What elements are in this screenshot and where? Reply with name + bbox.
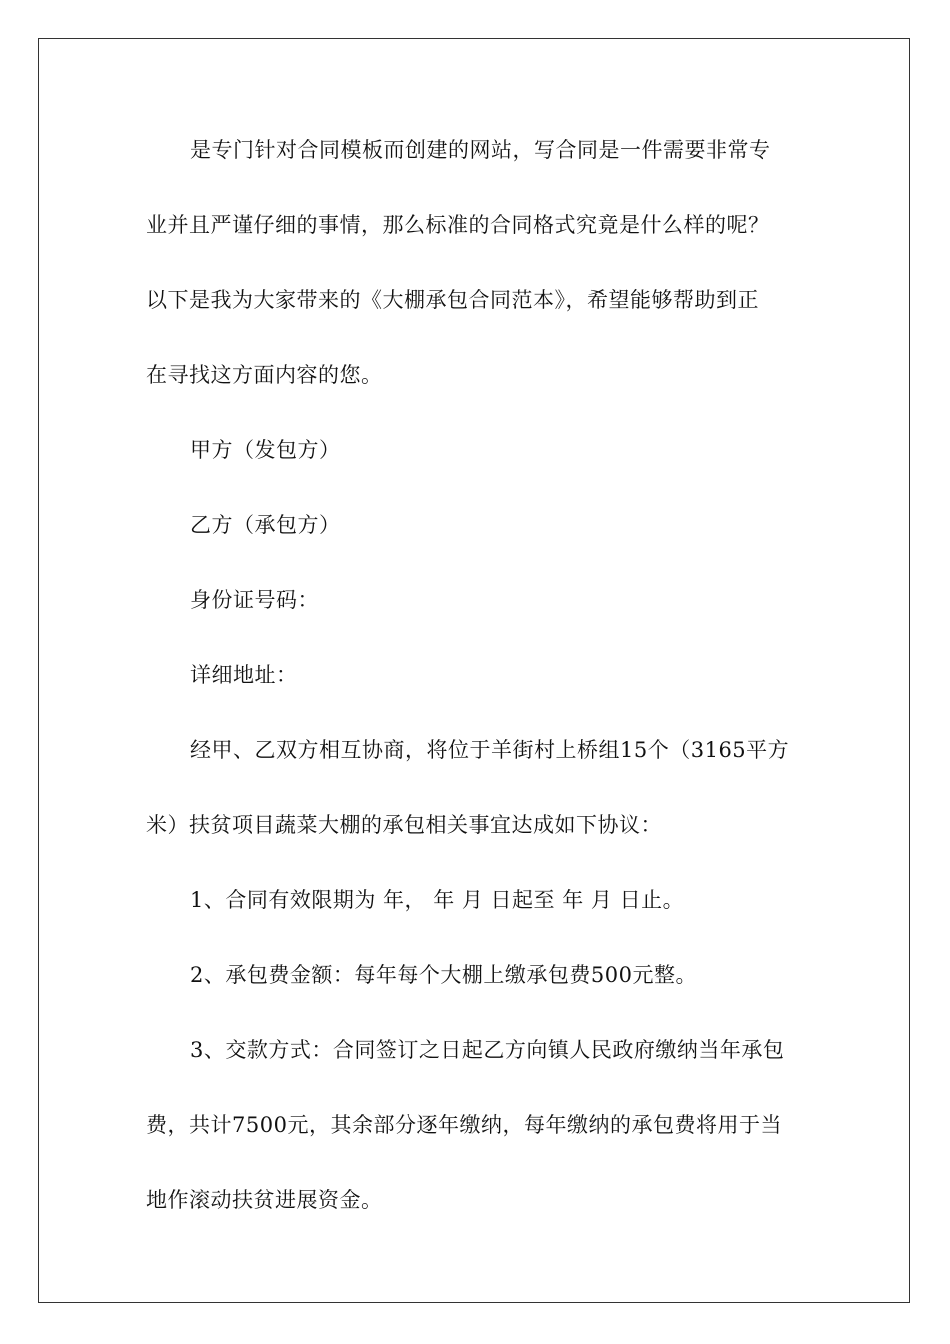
party-b-label: 乙方（承包方） xyxy=(190,513,341,537)
paragraph-line: 在寻找这方面内容的您。 xyxy=(146,363,383,387)
paragraph-line: 业并且严谨仔细的事情，那么标准的合同格式究竟是什么样的呢？ xyxy=(146,213,770,237)
paragraph-line: 地作滚动扶贫进展资金。 xyxy=(146,1188,383,1212)
clause-3: 3、交款方式：合同签订之日起乙方向镇人民政府缴纳当年承包 xyxy=(190,1038,785,1062)
paragraph-line: 以下是我为大家带来的《大棚承包合同范本》，希望能够帮助到正 xyxy=(146,288,759,312)
address-label: 详细地址： xyxy=(190,663,298,687)
paragraph-line: 经甲、乙双方相互协商，将位于羊街村上桥组15个（3165平方 xyxy=(190,738,790,762)
paragraph-line: 是专门针对合同模板而创建的网站，写合同是一件需要非常专 xyxy=(190,138,771,162)
paragraph-line: 米）扶贫项目蔬菜大棚的承包相关事宜达成如下协议： xyxy=(146,813,662,837)
clause-2: 2、承包费金额：每年每个大棚上缴承包费500元整。 xyxy=(190,963,697,987)
party-a-label: 甲方（发包方） xyxy=(190,438,341,462)
paragraph-line: 费，共计7500元，其余部分逐年缴纳，每年缴纳的承包费将用于当 xyxy=(146,1113,782,1137)
id-number-label: 身份证号码： xyxy=(190,588,319,612)
clause-1: 1、合同有效限期为 年， 年 月 日起至 年 月 日止。 xyxy=(190,888,685,912)
